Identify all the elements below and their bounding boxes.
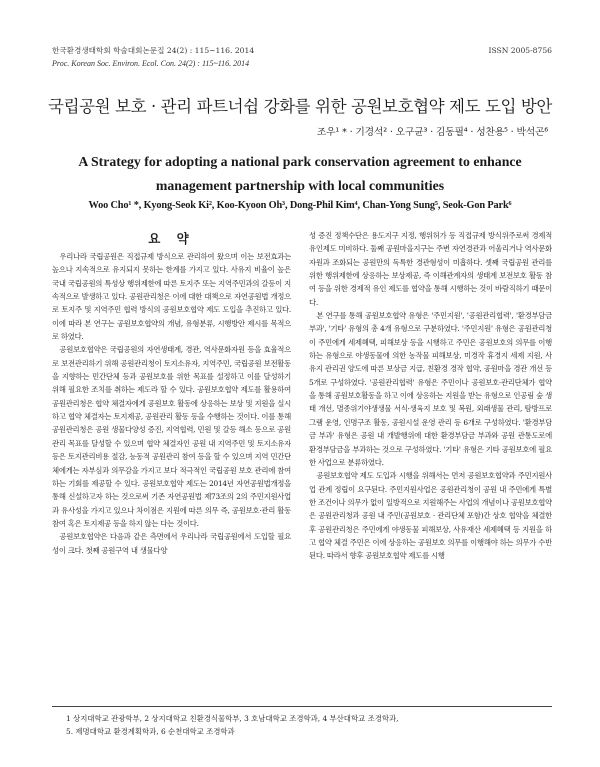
- author-list-en: Woo Cho¹ *, Kyong-Seok Ki², Koo-Kyoon Oh³, Dong-Phil Kim⁴, Chan-Yong Sung⁵, Seok-Gon Park⁶: [88, 200, 512, 211]
- abstract-paragraph: 공원보호협약 제도 도입과 시행을 위해서는 먼저 공원보호협약과 주민지원사업 관계 정립이 요구된다. 주민지원사업은 공원관리청이 공원 내 주민에게 특별한 조건이나 의무가 없이 일방적으로 지원해주는 사업의 개념이나 공원보호협약은 공원관리청과 공원 내 주민(공원보호 · 관리단체 포함)간 상호 협약을 체결한 후 공원관리청은 주민에게 야생동물 피해보상, 사유재산 세제혜택 등 지원을 하고 협약 체결 주민은 이에 상응하는 공원보호 의무를 이행해야 하는 의무가 수반된다. 따라서 향후 공원보호협약 제도를 시행: [309, 471, 552, 561]
- abstract-right-column: [309, 229, 552, 767]
- abstract-paragraph: 본 연구를 통해 공원보호협약 유형은 '주민지원', '공원관리협력', '환경부담금 부과', '기타' 유형의 총 4개 유형으로 구분하였다. '주민지원' 유형은 공원관리청이 주민에게 세제혜택, 피해보상 등을 시행하고 주민은 공원보호의 의무를 이행하는 유형으로 야생동물에 의한 농작물 피해보상, 미경작 휴경지 세제 지원, 사유지 관리권 양도에 따른 보상금 지급, 친환경 경작 협약, 공원마을 경관 개선 등 5개로 구성하였다. '공원관리협력' 유형은 주민이나 공원보호·관리단체가 협약을 통해 공원보호활동을 하고 이에 상응하는 지원을 받는 유형으로 인공림 숲 생태 개선, 멸종위기야생생물 서식·생육지 보호 및 복원, 외래생물 관리, 탐방프로그램 운영, 인명구조 활동, 공원시설 운영 관리 등 6개로 구성하였다. '환경부담금 부과' 유형은 공원 내 개발행위에 대한 환경부담금 부과와 공원 관통도로에 환경부담금을 부과하는 것으로 구성하였다. '기타' 유형은 기타 공원보호에 필요한 사업으로 분류하였다.: [309, 311, 552, 467]
- journal-citation-ko: 한국환경생태학회 학술대회논문집 24(2) : 115~116. 2014: [52, 46, 255, 55]
- journal-header: [52, 44, 552, 70]
- abstract-paragraph: 성 증진 정책수단은 용도지구 지정, 행위허가 등 직접규제 방식위주로써 경제적 유인제도 미비하다. 둘째 공원마을지구는 주변 자연경관과 어울리거나 역사문화자원과 조화되는 공원만의 독특한 경관형성이 미흡하다. 셋째 국립공원 관리를 위한 행위제한에 상응하는 보상제공, 즉 이해관계자의 생태계 보전보호 활동 참여 등을 위한 경제적 유인 제도를 협약을 통해 시행하는 것이 바람직하기 때문이다.: [309, 231, 552, 307]
- issn-label: ISSN 2005-8756: [488, 46, 552, 55]
- affiliation-footnotes: [66, 712, 552, 738]
- abstract-left-column: [52, 250, 291, 767]
- paper-title-en: A Strategy for adopting a national park conservation agreement to enhance management partnership with local communities: [78, 154, 522, 193]
- abstract-paragraph: 공원보호협약은 국립공원의 자연생태계, 경관, 역사문화자원 등을 효율적으로 보전관리하기 위해 공원관리청이 토지소유자, 지역주민, 국립공원 보전활동을 지향하는 민간단체 등과 공원보호를 위한 목표를 설정하고 이를 달성하기 위해 필요한 조치를 취하는 제도라 할 수 있다. 공원보호협약 제도를 활용하여 공원관리청은 협약 체결자에게 공원보호 활동에 상응하는 보상 및 지원을 실시하고 협약 체결자는 토지제공, 공원관리 활동 등을 수행하는 것이다. 이를 통해 공원관리청은 공원 생물다양성 증진, 지역협력, 민원 및 갈등 해소 등으로 공원관리 목표를 달성할 수 있으며 협약 체결자인 공원 내 지역주민 및 토지소유자 등은 토지관리비용 절감, 능동적 공원관리 참여 등을 할 수 있으며 지역 민간단체에게는 자부심과 의무감을 가지고 보다 적극적인 국립공원 보호 관리에 참여하는 기회를 제공할 수 있다. 공원보호협약 제도는 2014년 자연공원법개정을 통해 신설하고자 하는 것으로써 기존 자연공원법 제73조의 2의 주민지원사업과 유사성을 가지고 있으나 차이점은 지원에 따른 의무 즉, 공원보호·관리 활동 참여 혹은 토지제공 등을 하지 않는 다는 것이다.: [52, 345, 291, 528]
- abstract-paragraph: 공원보호협약은 다음과 같은 측면에서 우리나라 국립공원에서 도입할 필요성이 크다. 첫째 공원구역 내 생물다양: [52, 532, 291, 555]
- footnote-line: 1 상지대학교 관광학부, 2 상지대학교 친환경식물학부, 3 호남대학교 조경학과, 4 부산대학교 조경학과,: [66, 714, 399, 723]
- abstract-heading: 요 약: [148, 231, 195, 246]
- abstract-paragraph: 우리나라 국립공원은 직접규제 방식으로 관리하여 왔으며 이는 보전효과는 높으나 지속적으로 유지되지 못하는 한계를 가지고 있다. 사유지 비율이 높은 국내 국립공원의 특성상 행위제한에 따른 토지주 또는 지역주민과의 갈등이 지속적으로 발생하고 있다. 공원관리청은 이에 대한 대책으로 자연공원법 개정으로 토지주 및 지역주민 협력 방식의 공원보호협약 제도 도입을 추진하고 있다. 이에 따라 본 연구는 공원보호협약의 개념, 유형분류, 시행방안 제시를 목적으로 하였다.: [52, 252, 291, 342]
- paper-title-ko: 국립공원 보호 · 관리 파트너쉽 강화를 위한 공원보호협약 제도 도입 방안: [48, 97, 552, 116]
- footnote-divider: [52, 706, 552, 707]
- footnote-line: 5. 제명대학교 환경계획학과, 6 순천대학교 조경학과: [66, 727, 235, 736]
- author-list-ko: 조우¹ * · 기경석² · 오구균³ · 김동필⁴ · 성찬용⁵ · 박석곤⁶: [316, 127, 548, 138]
- journal-citation-en: Proc. Korean Soc. Environ. Ecol. Con. 24(2) : 115~116. 2014: [52, 59, 250, 68]
